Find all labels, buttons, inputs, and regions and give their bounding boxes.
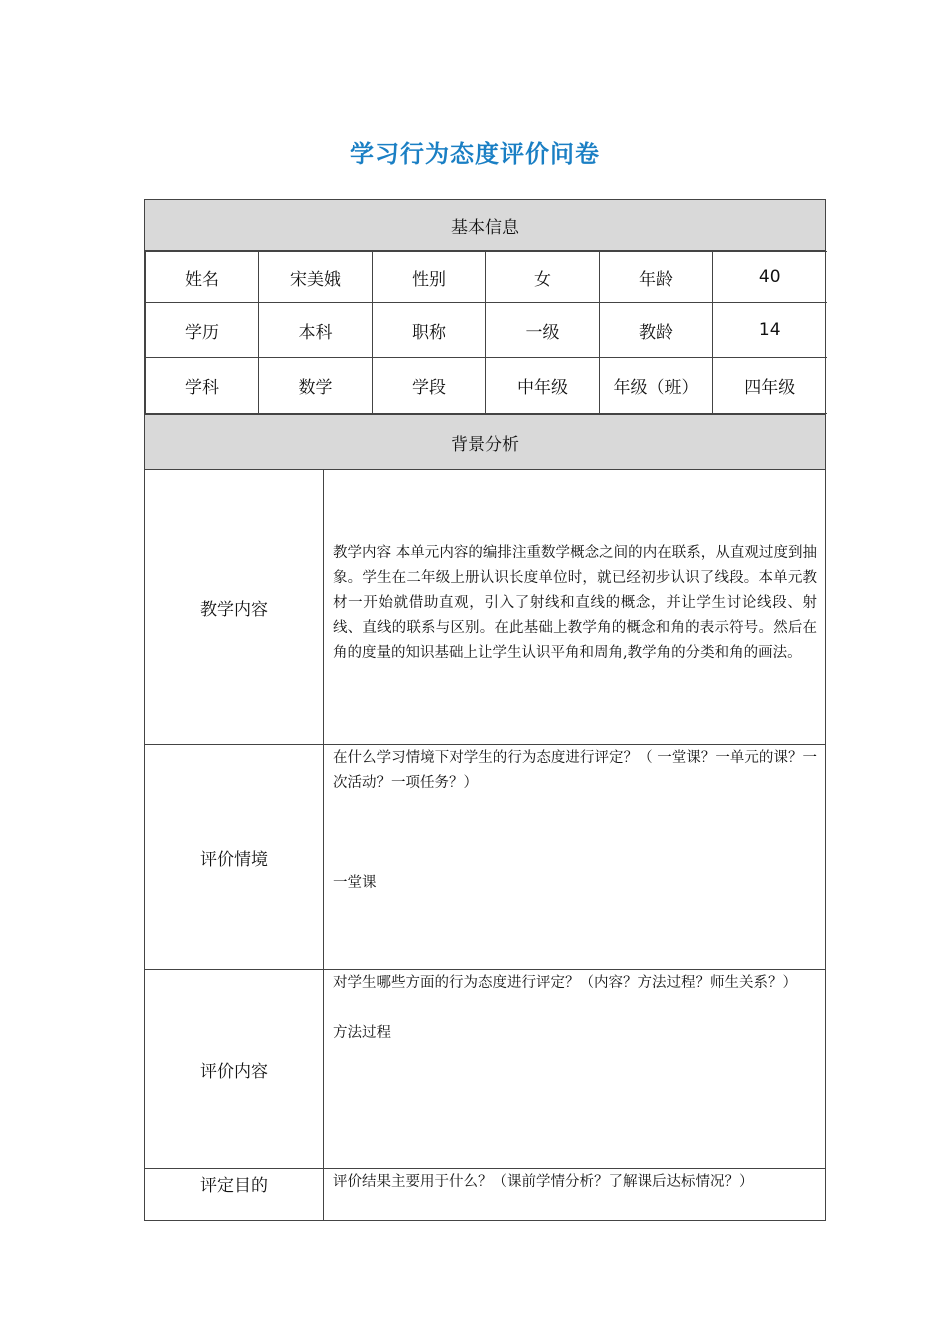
teaching-content-text: 教学内容 本单元内容的编排注重数学概念之间的内在联系，从直观过度到抽象。学生在二年级上册认识长度单位时，就已经初步认识了线段。本单元教材一开始就借助直观，引入了射线和直线的概念，并让学生讨论线段、射线、直线的联系与区别。在此基础上教学角的概念和角的表示符号。然后在角的度量的知识基础上让学生认识平角和周角,教学角的分类和角的画法。 xyxy=(333,544,817,661)
name-label: 姓名 xyxy=(146,252,259,303)
eval-context-label: 评价情境 xyxy=(145,745,324,970)
subject-value: 数学 xyxy=(259,358,373,414)
title-value: 一级 xyxy=(486,303,600,358)
eval-context-answer: 一堂课 xyxy=(333,875,377,891)
basic-info-header: 基本信息 xyxy=(145,200,826,251)
grade-class-label: 年级（班） xyxy=(600,358,713,414)
teaching-years-label: 教龄 xyxy=(600,303,713,358)
stage-label: 学段 xyxy=(373,358,486,414)
subject-label: 学科 xyxy=(146,358,259,414)
teaching-content-label: 教学内容 xyxy=(145,470,324,745)
basic-info-grid xyxy=(145,251,827,414)
info-row xyxy=(146,303,827,358)
eval-content-question: 对学生哪些方面的行为态度进行评定？（内容？方法过程？师生关系？） xyxy=(333,975,797,991)
age-value: 40 xyxy=(713,252,827,303)
education-value: 本科 xyxy=(259,303,373,358)
stage-value: 中年级 xyxy=(486,358,600,414)
page-title: 学习行为态度评价问卷 xyxy=(350,140,600,168)
age-label: 年龄 xyxy=(600,252,713,303)
eval-purpose-question: 评价结果主要用于什么？（课前学情分析？了解课后达标情况？） xyxy=(333,1174,754,1190)
title-label: 职称 xyxy=(373,303,486,358)
gender-label: 性别 xyxy=(373,252,486,303)
teaching-years-value: 14 xyxy=(713,303,827,358)
gender-value: 女 xyxy=(486,252,600,303)
eval-purpose-label: 评定目的 xyxy=(145,1169,324,1221)
grade-class-value: 四年级 xyxy=(713,358,827,414)
education-label: 学历 xyxy=(146,303,259,358)
eval-content-answer: 方法过程 xyxy=(333,1025,391,1041)
eval-content-label: 评价内容 xyxy=(145,970,324,1169)
info-row xyxy=(146,252,827,303)
questionnaire-table xyxy=(144,199,826,1221)
name-value: 宋美娥 xyxy=(259,252,373,303)
info-row xyxy=(146,358,827,414)
background-header: 背景分析 xyxy=(145,415,826,470)
eval-context-question: 在什么学习情境下对学生的行为态度进行评定？（ 一堂课？一单元的课？一次活动？一项任务？） xyxy=(333,750,817,791)
